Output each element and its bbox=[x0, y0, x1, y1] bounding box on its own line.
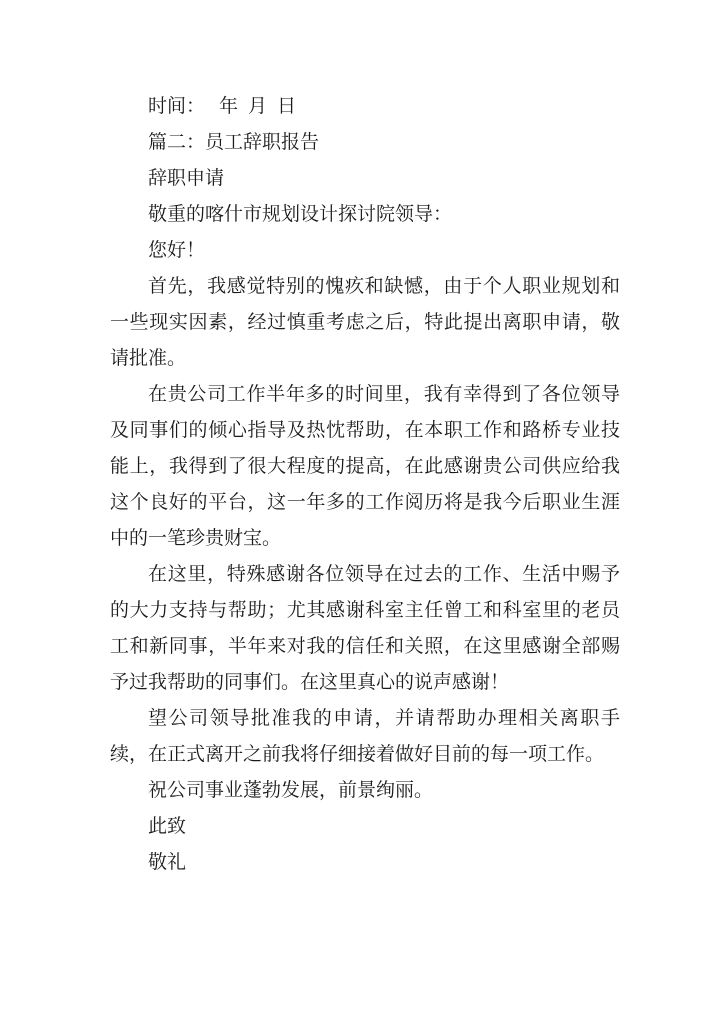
paragraph-1: 首先，我感觉特别的愧疚和缺憾，由于个人职业规划和一些现实因素，经过慎重考虑之后，特此提出离职申请，敬请批准。 bbox=[110, 275, 620, 369]
document-body bbox=[110, 88, 620, 880]
date-month: 月 bbox=[248, 95, 268, 117]
date-line bbox=[110, 88, 620, 124]
greeting: 您好！ bbox=[148, 239, 206, 261]
date-label: 时间： bbox=[148, 95, 206, 117]
date-day: 日 bbox=[277, 95, 297, 117]
paragraph-4: 望公司领导批准我的申请，并请帮助办理相关离职手续，在正式离开之前我将仔细接着做好目前的每一项工作。 bbox=[110, 707, 620, 765]
section-title: 篇二：员工辞职报告 bbox=[148, 131, 320, 153]
salutation: 敬重的喀什市规划设计探讨院领导： bbox=[148, 203, 453, 225]
paragraph-2: 在贵公司工作半年多的时间里，我有幸得到了各位领导及同事们的倾心指导及热忱帮助，在本职工作和路桥专业技能上，我得到了很大程度的提高，在此感谢贵公司供应给我这个良好的平台，这一年多的工作阅历将是我今后职业生涯中的一笔珍贵财宝。 bbox=[110, 383, 620, 549]
paragraph-3: 在这里，特殊感谢各位领导在过去的工作、生活中赐予的大力支持与帮助；尤其感谢科室主任曾工和科室里的老员工和新同事，半年来对我的信任和关照，在这里感谢全部赐予过我帮助的同事们。在这里真心的说声感谢！ bbox=[110, 563, 620, 693]
closing-wish: 祝公司事业蓬勃发展，前景绚丽。 bbox=[148, 779, 434, 801]
document-title: 辞职申请 bbox=[148, 167, 225, 189]
date-year: 年 bbox=[219, 95, 239, 117]
closing-salute: 敬礼 bbox=[148, 851, 187, 873]
closing-regards: 此致 bbox=[148, 815, 187, 837]
